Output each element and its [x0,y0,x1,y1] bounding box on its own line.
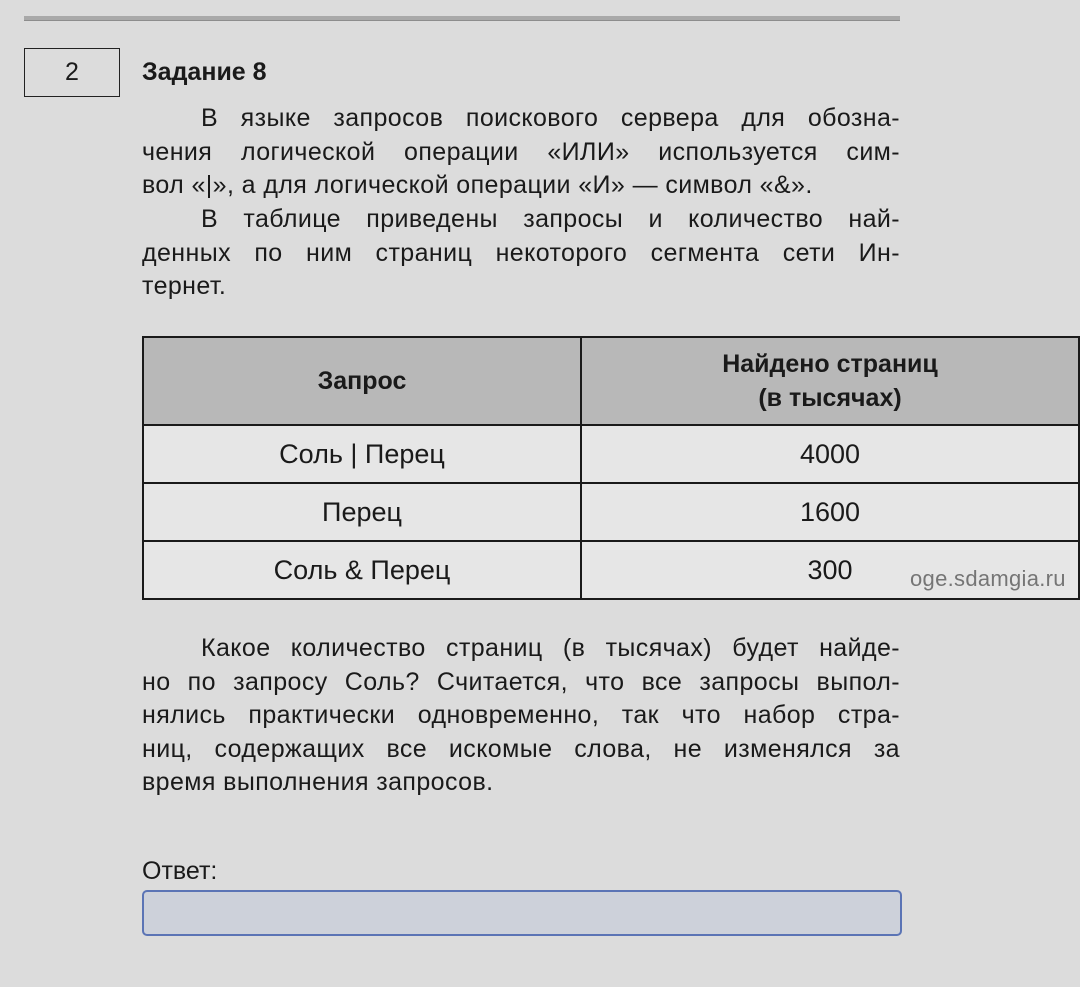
answer-label: Ответ: [142,857,218,885]
question-line: нялись практически одновременно, так что набор стра- [142,701,900,729]
cell-query: Соль | Перец [143,425,581,483]
top-divider [24,16,900,21]
intro-line: В языке запросов поискового сервера для обозна- [201,104,900,132]
table-row [143,483,1079,541]
source-watermark: oge.sdamgia.ru [910,566,1066,591]
intro-line: вол «|», а для логической операции «И» — символ «&». [142,171,813,199]
cell-pages: 1600 [581,483,1079,541]
question-line: Какое количество страниц (в тысячах) будет найде- [201,634,900,662]
question-line: ниц, содержащих все искомые слова, не изменялся за [142,734,900,763]
task-number-box [24,48,120,97]
cell-pages: 300 [581,541,1079,599]
cell-pages: 4000 [581,425,1079,483]
question-line: но по запросу Соль? Считается, что все запросы выпол- [142,667,900,696]
table-intro-line: тернет. [142,272,227,300]
header-pages [581,337,1079,425]
table-intro-paragraph [142,203,900,304]
table-intro-line: денных по ним страниц некоторого сегмента сети Ин- [142,238,900,267]
query-results-table [142,336,1080,600]
intro-line: чения логической операции «ИЛИ» используется сим- [142,137,900,166]
task-title: Задание 8 [142,58,267,86]
question-line: время выполнения запросов. [142,768,494,796]
task-number: 2 [65,58,79,86]
header-query-label: Запрос [317,367,407,395]
table-intro-line: В таблице приведены запросы и количество най- [201,205,900,233]
task-intro-paragraph [142,102,900,203]
question-paragraph [142,632,900,800]
header-pages-label: Найдено страниц [722,350,938,378]
cell-query: Перец [143,483,581,541]
answer-input[interactable] [142,890,902,936]
table-row [143,425,1079,483]
header-pages-unit: (в тысячах) [758,384,902,412]
table-header-row [143,337,1079,425]
cell-query: Соль & Перец [143,541,581,599]
header-query [143,337,581,425]
